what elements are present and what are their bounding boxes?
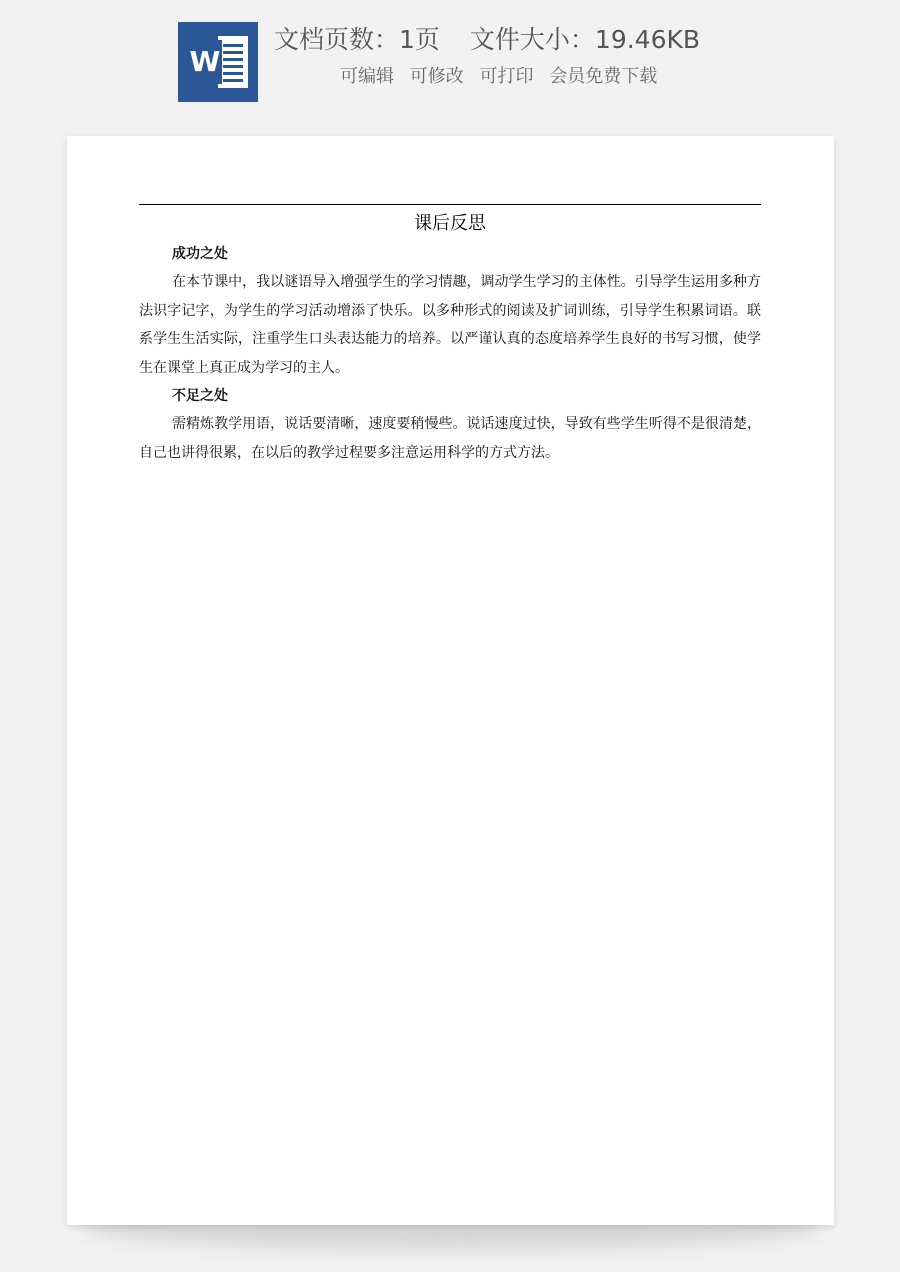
doc-line: [223, 79, 243, 82]
document-title: 课后反思: [414, 213, 486, 234]
word-document-icon: [178, 22, 258, 102]
feature-printable: 可打印: [479, 66, 534, 87]
doc-page-shape: [218, 36, 248, 88]
doc-line: [223, 51, 243, 54]
feature-editable: 可编辑: [340, 66, 394, 87]
feature-member-download: 会员免费下载: [549, 66, 658, 87]
file-size: 文件大小：19.46KB: [469, 25, 701, 54]
page-count: 文档页数：1页: [274, 25, 440, 54]
feature-modifiable: 可修改: [409, 66, 464, 87]
document-body: [139, 240, 761, 467]
document-page: [67, 136, 834, 1225]
section-text-success: 在本节课中，我以谜语导入增强学生的学习情趣，调动学生学习的主体性。引导学生运用多种方法识字记字，为学生的学习活动增添了快乐。以多种形式的阅读及扩词训练，引导学生积累词语。联系学生生活实际，注重学生口头表达能力的培养。以严谨认真的态度培养学生良好的书写习惯，使学生在课堂上真正成为学习的主人。: [139, 274, 761, 376]
document-info-header: [0, 0, 900, 120]
file-meta: [274, 22, 700, 58]
doc-line: [223, 58, 243, 61]
doc-line: [223, 65, 243, 68]
doc-line: [223, 44, 243, 47]
header-rule: [139, 204, 761, 205]
word-letter: W: [188, 40, 222, 84]
section-text-shortcomings: 需精炼教学用语，说话要清晰，速度要稍慢些。说话速度过快，导致有些学生听得不是很清楚，自己也讲得很累，在以后的教学过程要多注意运用科学的方式方法。: [139, 416, 761, 461]
feature-list: [340, 64, 657, 90]
doc-line: [223, 72, 243, 75]
section-heading-success: 成功之处: [172, 246, 228, 262]
section-heading-shortcomings: 不足之处: [172, 388, 228, 405]
